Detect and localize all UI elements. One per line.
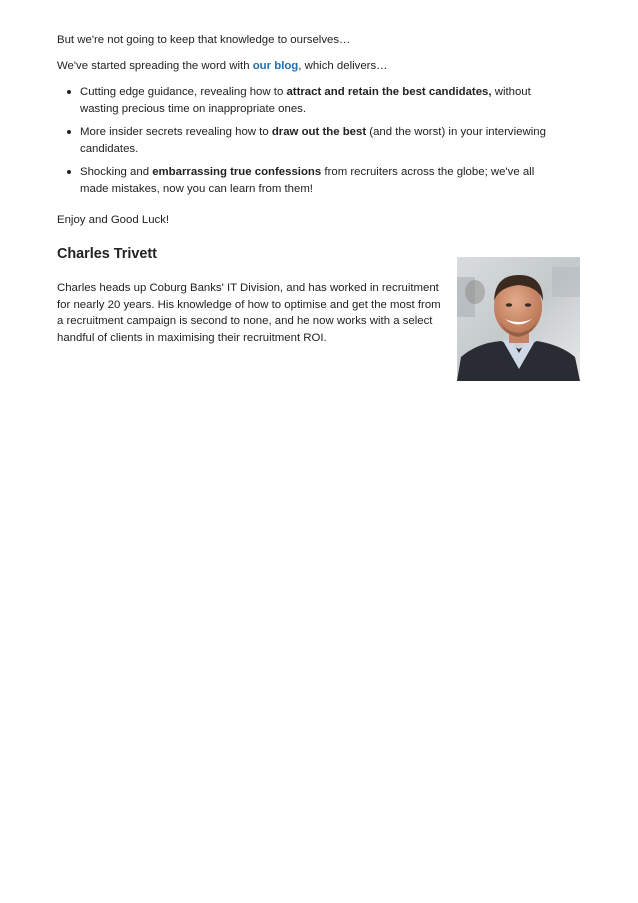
bullet-text: from recruiters across the globe; we've all made mistakes, now you can learn from them! <box>80 166 535 195</box>
author-name-heading: Charles Trivett <box>57 246 157 262</box>
blog-text-after: , which delivers… <box>298 60 388 72</box>
author-bio: Charles heads up Coburg Banks' IT Division, and has worked in recruitment for nearly 20 years. His knowledge of how to optimise and get the most from a recruitment campaign is second to none, and he now works with a select handful of clients in maximising their recruitment ROI. <box>57 282 441 344</box>
author-photo <box>457 257 580 381</box>
closing-line: Enjoy and Good Luck! <box>57 214 170 226</box>
bullet-text: without wasting precious time on inappropriate ones. <box>80 86 531 115</box>
blog-text-before: We've started spreading the word with <box>57 60 253 72</box>
bullet-bold-text: embarrassing true confessions <box>152 166 322 178</box>
bullet-text: Cutting edge guidance, revealing how to <box>80 86 287 98</box>
author-portrait-image <box>457 257 580 381</box>
benefits-list <box>57 84 557 204</box>
our-blog-link[interactable]: our blog <box>252 60 299 72</box>
list-item <box>57 164 557 197</box>
intro-paragraph: But we're not going to keep that knowledge to ourselves… <box>57 34 351 46</box>
blog-paragraph <box>57 58 388 74</box>
bullet-bold-text: attract and retain the best candidates, <box>286 86 492 98</box>
bullet-text: Shocking and <box>80 166 153 178</box>
bullet-bold-text: draw out the best <box>271 126 367 138</box>
bullet-text: More insider secrets revealing how to <box>80 126 272 138</box>
list-item <box>57 124 557 157</box>
list-item <box>57 84 557 117</box>
bullet-text: (and the worst) in your interviewing candidates. <box>80 126 546 155</box>
